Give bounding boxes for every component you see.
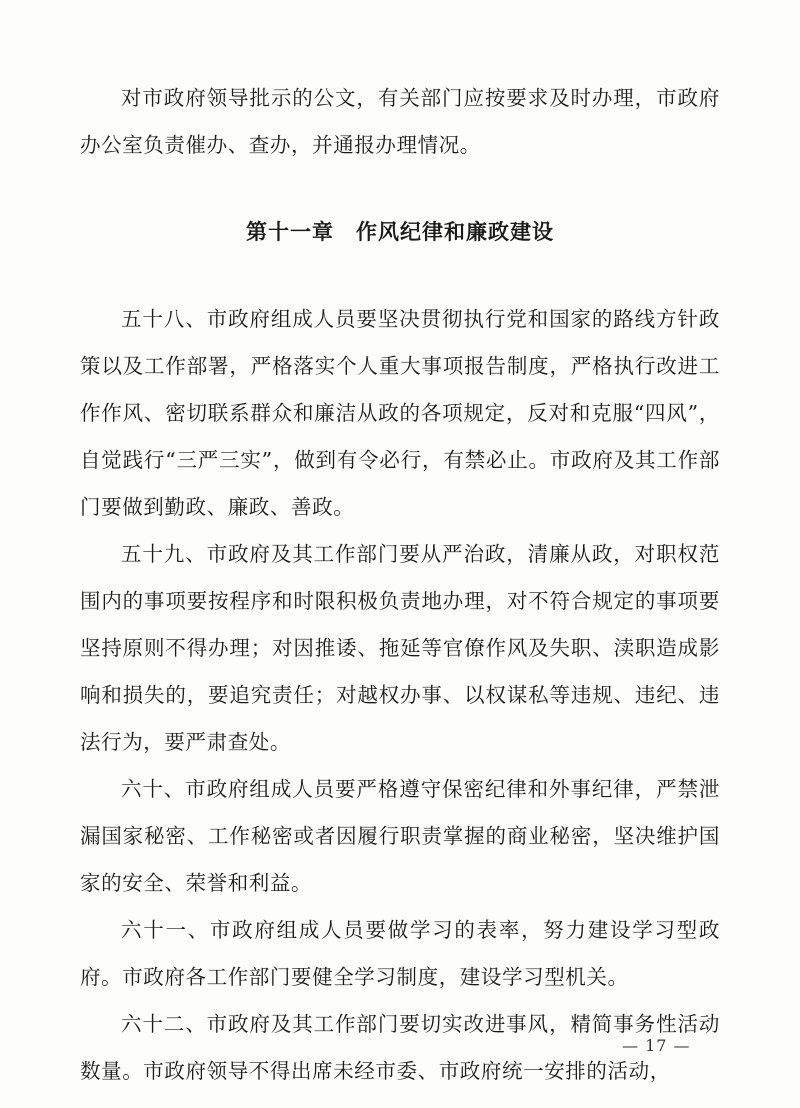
paragraph-article-62: 六十二、市政府及其工作部门要切实改进事风，精简事务性活动数量。市政府领导不得出席未经市委、市政府统一安排的活动， [80,1012,720,1083]
paragraph-article-58: 五十八、市政府组成人员要坚决贯彻执行党和国家的路线方针政策以及工作部署，严格落实个人重大事项报告制度，严格执行改进工作作风、密切联系群众和廉洁从政的各项规定，反对和克服“四风”，自觉践行“三严三实”，做到有令必行，有禁必止。市政府及其工作部门要做到勤政、廉政、善政。 [80,307,720,519]
document-body [80,72,720,1095]
paragraph-intro: 对市政府领导批示的公文，有关部门应按要求及时办理，市政府办公室负责催办、查办，并通报办理情况。 [80,86,720,157]
paragraph-article-61: 六十一、市政府组成人员要做学习的表率，努力建设学习型政府。市政府各工作部门要健全学习制度，建设学习型机关。 [80,918,720,989]
chapter-title: 第十一章 作风纪律和廉政建设 [246,220,554,244]
page-number: — 17 — [622,1036,691,1055]
paragraph-article-59: 五十九、市政府及其工作部门要从严治政，清廉从政，对职权范围内的事项要按程序和时限积极负责地办理，对不符合规定的事项要坚持原则不得办理；对因推诿、拖延等官僚作风及失职、渎职造成影响和损失的，要追究责任；对越权办事、以权谋私等违规、违纪、违法行为，要严肃查处。 [80,542,720,754]
paragraph-article-60: 六十、市政府组成人员要严格遵守保密纪律和外事纪律，严禁泄漏国家秘密、工作秘密或者因履行职责掌握的商业秘密，坚决维护国家的安全、荣誉和利益。 [80,777,720,895]
